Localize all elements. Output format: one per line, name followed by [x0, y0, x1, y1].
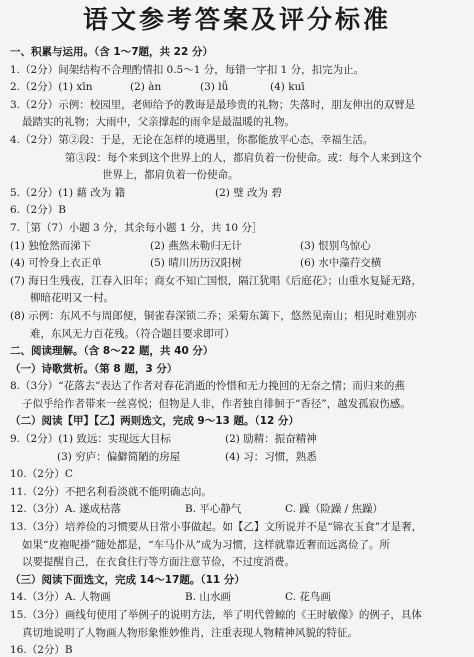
subsection-expository-text: （三）阅读下面选文，完成 14～17题。（11 分）: [10, 573, 245, 586]
answer-q13-line2: 如果“皮袍呢褂”随处都是，“车马仆从”成为习惯，这样就靠近奢而远离俭了。所: [22, 538, 390, 551]
answer-q9-3: (3) 穷庐：偏僻简陋的房屋: [57, 450, 181, 463]
answer-q7-row1: [10, 239, 464, 253]
answer-q10: 10.（2分）C: [10, 468, 73, 481]
answer-q15-line2: 真切地说明了人物画人物形象惟妙惟肖，注重表现人物精神风貌的特征。: [22, 626, 358, 639]
answer-q9-row1: [10, 432, 464, 446]
answer-q6: 6.（2分）B: [10, 204, 66, 217]
answer-q7-4: (4) 可怜身上衣正单: [10, 257, 102, 270]
answer-q14-a: 14.（3分）A. 人物画: [10, 591, 111, 604]
answer-q5-2: (2) 璧 改为 碧: [215, 186, 282, 199]
answer-q12-b: B. 平心静气: [185, 503, 242, 516]
answer-q4-line2: 第③段：每个来到这个世界上的人，都肩负着一份使命。或：每个人来到这个: [65, 151, 422, 164]
answer-q3-line2: 最踏实的礼物；大雨中，父亲撑起的雨伞是最温暖的礼物。: [22, 116, 295, 129]
answer-q5: [10, 186, 464, 200]
answer-q2-1: 2.（2分）(1) xīn: [10, 81, 93, 94]
answer-q7-5: (5) 晴川历历汉阳树: [150, 257, 242, 270]
subsection-classical-texts: （二）阅读【甲】【乙】两则选文，完成 9～13 题。（12 分）: [10, 415, 299, 428]
answer-q14: [10, 590, 464, 604]
answer-q15-line1: 15.（3分）画线句使用了举例子的说明方法，举了明代曾鲸的《王时敏像》的例子，具体: [10, 609, 422, 621]
answer-q13-line1: 13.（3分）培养俭的习惯要从日常小事做起。如【乙】文所说并不是“锦衣玉食”才是奢，: [10, 521, 423, 534]
answer-q7-header: 7.［第（7）小题 3 分，其余每小题 1 分，共 10 分］: [10, 221, 263, 234]
answer-q5-1: 5.（2分）(1) 藉 改为 籍: [10, 186, 126, 199]
answer-q2-4: (4) kuī: [270, 81, 305, 94]
answer-q12-c: C. 躁（险躁 / 焦躁）: [285, 503, 384, 516]
section-1-heading: 一、积累与运用。（含 1～7题，共 22 分）: [10, 46, 213, 58]
answer-q7-3: (3) 恨别鸟惊心: [300, 239, 371, 252]
answer-q8-line2: 子似乎给作者带来一丝喜悦；但物是人非，作者独自徘徊于“香径”，越发孤寂伤感。: [22, 397, 411, 410]
answer-q12-a: 12.（3分）A. 遂成枯落: [10, 503, 122, 516]
answer-q7-7-line1: (7) 海日生残夜，江春入旧年；商女不知亡国恨，隔江犹唱《后庭花》；山重水复疑无路，: [10, 274, 422, 287]
answer-q3-line1: 3.（2分）示例：校园里，老师给予的教诲是最珍贵的礼物；失落时，朋友伸出的双臂是: [10, 98, 416, 111]
subsection-poetry: （一）诗歌赏析。（第 8 题，3 分）: [10, 362, 178, 375]
page-title: 语文参考答案及评分标准: [82, 5, 391, 34]
answer-q4-line1: 4.（2分）第②段：于是，无论在怎样的境遇里，你都能放平心态，幸福生活。: [10, 133, 374, 146]
answer-q7-8-line2: 难，东风无力百花残。（符合题目要求即可）: [30, 327, 235, 340]
answer-q14-b: B. 山水画: [185, 591, 231, 604]
answer-q7-7-line2: 柳暗花明又一村。: [30, 292, 114, 305]
answer-q2: [10, 80, 464, 94]
answer-q9-4: (4) 习：习惯，熟悉: [225, 450, 317, 463]
answer-q11: 11.（2分）不把名利看淡就不能明确志向。: [10, 485, 212, 498]
answer-q2-3: (3) lǚ: [200, 81, 229, 94]
answer-q1: 1.（2分）间架结构不合理酌情扣 0.5～1 分，每错一字扣 1 分，扣完为止。: [10, 63, 365, 76]
section-2-heading: 二、阅读理解。（含 8～22 题，共 40 分）: [10, 345, 214, 358]
answer-q9-1: 9.（2分）(1) 致远：实现远大目标: [10, 433, 171, 446]
answer-q9-2: (2) 励精：振奋精神: [225, 433, 317, 446]
answer-q7-row2: [10, 256, 464, 270]
answer-q9-row2: [10, 450, 464, 464]
answer-q12: [10, 502, 464, 516]
answer-q16: 16.（2分）B: [10, 644, 73, 657]
answer-q7-6: (6) 水中藻荇交横: [300, 257, 382, 270]
answer-q2-2: (2) àn: [130, 81, 162, 94]
answer-q8-line1: 8.（3分）“花落去”表达了作者对春花消逝的怜惜和无力挽回的无奈之情；而归来的燕: [10, 380, 405, 393]
answer-q7-1: (1) 独怆然而涕下: [10, 239, 92, 252]
answer-q7-2: (2) 燕然未勒归无计: [150, 239, 242, 252]
answer-q14-c: C. 花鸟画: [285, 591, 331, 604]
answer-q4-line3: 世界上，都肩负着一份使命。: [102, 169, 239, 182]
answer-q7-8-line1: (8) 示例：东风不与周郎便，铜雀春深锁二乔；采菊东篱下，悠然见南山；相见时难别亦: [10, 309, 417, 322]
answer-q13-line3: 以要提醒自己，在衣食住行等方面注意节俭，不过度消费。: [22, 556, 295, 569]
